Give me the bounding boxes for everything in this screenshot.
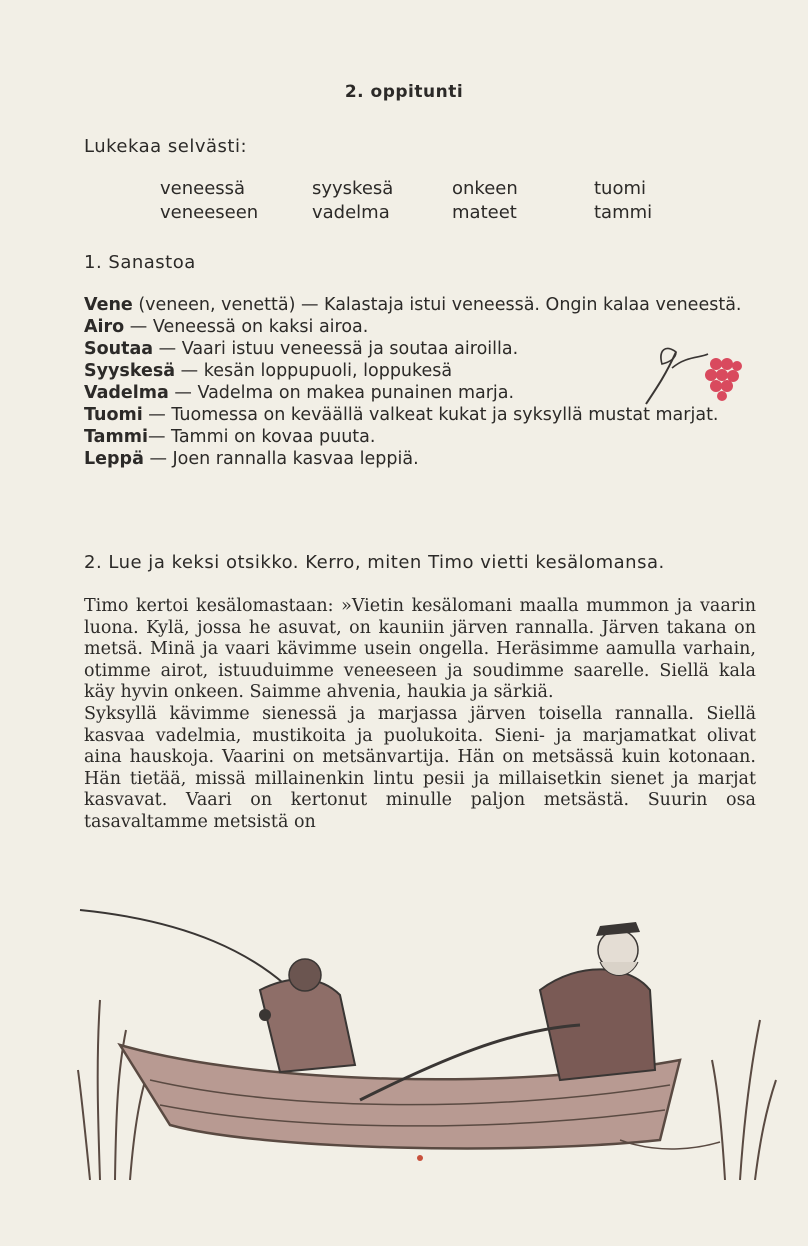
vocab-term: Leppä <box>84 449 144 469</box>
vocab-definition: — Vadelma on makea punainen marja. <box>168 383 515 403</box>
lesson-title: 2. oppitunti <box>344 82 464 102</box>
vocab-term: Tuomi <box>84 405 143 425</box>
vocab-entry <box>84 448 756 470</box>
reading-instruction: Lukekaa selvästi: <box>84 136 248 157</box>
reading-word: mateet <box>452 202 517 223</box>
story-text <box>84 596 756 834</box>
reading-word: onkeen <box>452 178 518 199</box>
raspberry-illustration <box>636 334 746 414</box>
vocab-definition: — Tuomessa on keväällä valkeat kukat ja syksyllä mustat marjat. <box>142 405 719 425</box>
vocab-definition: — kesän loppupuoli, loppukesä <box>175 361 453 381</box>
vocab-definition: — Veneessä on kaksi airoa. <box>124 317 369 337</box>
vocab-term: Vene <box>84 295 133 315</box>
vocab-definition: — Tammi on kovaa puuta. <box>147 427 376 447</box>
vocab-entry <box>84 294 756 316</box>
reeds-left <box>78 1000 152 1180</box>
vocab-definition: (veneen, venettä) — Kalastaja istui veneessä. Ongin kalaa veneestä. <box>132 295 742 315</box>
vocab-term: Soutaa <box>84 339 154 359</box>
vocab-term: Tammi <box>84 427 148 447</box>
vocab-term: Syyskesä <box>84 361 176 381</box>
fishing-boat-illustration <box>60 880 780 1180</box>
vocab-definition: — Joen rannalla kasvaa leppiä. <box>143 449 419 469</box>
raspberry-berry <box>705 358 742 401</box>
boy-fisher <box>260 979 355 1072</box>
reading-word: veneessä <box>160 178 246 199</box>
fishing-float <box>417 1155 423 1161</box>
vocab-term: Vadelma <box>84 383 169 403</box>
reading-word: tammi <box>594 202 653 223</box>
section-heading-vocabulary: 1. Sanastoa <box>84 252 196 273</box>
reading-word: tuomi <box>594 178 647 199</box>
reading-word: veneeseen <box>160 202 259 223</box>
reeds-right <box>712 1020 776 1180</box>
reading-word: syyskesä <box>312 178 394 199</box>
grandfather-rower <box>540 969 655 1080</box>
story-paragraph: Timo kertoi kesälomastaan: »Vietin kesälomani maalla mummon ja vaarin luona. Kylä, jossa he asuvat, on kauniin järven rannalla. Järven takana on metsä. Minä ja vaari kävimme usein ongella. Heräsimme aamulla varhain, otimme airot, istuuduimme veneeseen ja soudimme saarelle. Siellä kala käy hyvin onkeen. Saimme ahvenia, haukia ja särkiä. <box>84 596 756 703</box>
vocab-term: Airo <box>84 317 125 337</box>
section-heading-reading: 2. Lue ja keksi otsikko. Kerro, miten Timo vietti kesälomansa. <box>84 552 665 573</box>
reading-word: vadelma <box>312 202 390 223</box>
story-paragraph: Syksyllä kävimme sienessä ja marjassa järven toisella rannalla. Siellä kasvaa vadelmia, mustikoita ja puolukoita. Sieni- ja marjamatkat olivat aina hauskoja. Vaarini on metsänvartija. Hän on metsässä kuin kotonaan. Hän tietää, missä millainenkin lintu pesii ja millaisetkin sienet ja marjat kasvavat. Vaari on kertonut minulle paljon metsästä. Suurin osa tasavaltamme metsistä on <box>84 703 756 832</box>
vocab-definition: — Vaari istuu veneessä ja soutaa airoilla. <box>153 339 519 359</box>
raspberry-twig <box>672 354 708 368</box>
vocab-entry <box>84 426 756 448</box>
